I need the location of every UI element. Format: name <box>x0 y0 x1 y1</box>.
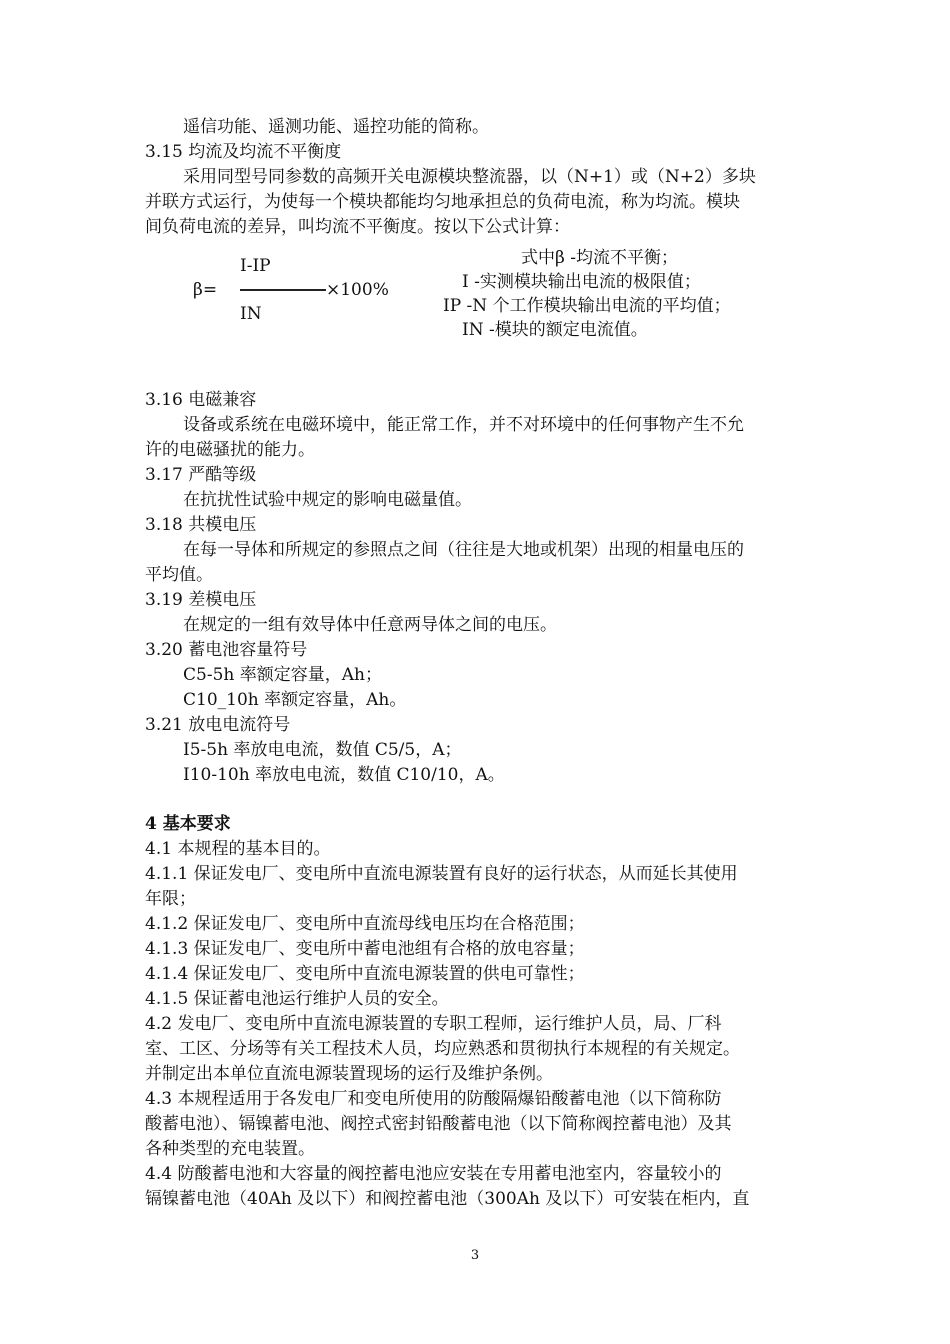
text-line: 遥信功能、遥测功能、遥控功能的简称。 <box>183 117 489 137</box>
formula-numerator: I-IP <box>240 256 271 276</box>
text-line: 许的电磁骚扰的能力。 <box>145 440 315 460</box>
text-line: 镉镍蓄电池（40Ah 及以下）和阀控蓄电池（300Ah 及以下）可安装在柜内，直 <box>145 1189 750 1209</box>
text-line: 并联方式运行，为使每一个模块都能均匀地承担总的负荷电流，称为均流。模块 <box>145 192 740 212</box>
text-line: 4.1.4 保证发电厂、变电所中直流电源装置的供电可靠性； <box>145 964 585 984</box>
text-line: I5-5h 率放电电流，数值 C5/5，A； <box>183 740 462 760</box>
fraction-bar <box>240 289 326 291</box>
text-line: 平均值。 <box>145 565 213 585</box>
text-line: 4.3 本规程适用于各发电厂和变电所使用的防酸隔爆铅酸蓄电池（以下简称防 <box>145 1089 722 1109</box>
formula-where-4: IN -模块的额定电流值。 <box>462 320 648 340</box>
section-heading-3-20: 3.20 蓄电池容量符号 <box>145 640 308 660</box>
formula-where-1: 式中β -均流不平衡； <box>521 248 678 268</box>
text-line: 在每一导体和所规定的参照点之间（往往是大地或机架）出现的相量电压的 <box>183 540 744 560</box>
text-line: C10_10h 率额定容量，Ah。 <box>183 690 407 710</box>
text-line: 酸蓄电池）、镉镍蓄电池、阀控式密封铅酸蓄电池（以下简称阀控蓄电池）及其 <box>145 1114 732 1134</box>
page-number: 3 <box>470 1248 480 1263</box>
formula-factor: ×100% <box>326 280 389 300</box>
formula-where-2: I -实测模块输出电流的极限值； <box>462 272 701 292</box>
text-line: 4.1.3 保证发电厂、变电所中蓄电池组有合格的放电容量； <box>145 939 585 959</box>
section-heading-3-16: 3.16 电磁兼容 <box>145 390 257 410</box>
formula-where-3: IP -N 个工作模块输出电流的平均值； <box>443 296 731 316</box>
text-line: 4.1 本规程的基本目的。 <box>145 839 331 859</box>
text-line: 并制定出本单位直流电源装置现场的运行及维护条例。 <box>145 1064 553 1084</box>
text-line: 4.1.5 保证蓄电池运行维护人员的安全。 <box>145 989 449 1009</box>
text-line: 年限； <box>145 889 196 909</box>
text-line: 在抗扰性试验中规定的影响电磁量值。 <box>183 490 472 510</box>
chapter-heading-4: 4 基本要求 <box>145 814 231 834</box>
text-line: 4.1.2 保证发电厂、变电所中直流母线电压均在合格范围； <box>145 914 585 934</box>
text-line: 设备或系统在电磁环境中，能正常工作，并不对环境中的任何事物产生不允 <box>183 415 744 435</box>
text-line: 4.4 防酸蓄电池和大容量的阀控蓄电池应安装在专用蓄电池室内，容量较小的 <box>145 1164 722 1184</box>
section-heading-3-15: 3.15 均流及均流不平衡度 <box>145 142 342 162</box>
section-heading-3-17: 3.17 严酷等级 <box>145 465 257 485</box>
formula-denominator: IN <box>240 304 262 324</box>
formula-lhs: β= <box>193 280 218 300</box>
section-heading-3-21: 3.21 放电电流符号 <box>145 715 291 735</box>
text-line: 4.1.1 保证发电厂、变电所中直流电源装置有良好的运行状态，从而延长其使用 <box>145 864 738 884</box>
section-heading-3-18: 3.18 共模电压 <box>145 515 257 535</box>
text-line: C5-5h 率额定容量，Ah； <box>183 665 382 685</box>
text-line: 采用同型号同参数的高频开关电源模块整流器，以（N+1）或（N+2）多块 <box>183 167 756 187</box>
text-line: 在规定的一组有效导体中任意两导体之间的电压。 <box>183 615 557 635</box>
text-line: I10-10h 率放电电流，数值 C10/10，A。 <box>183 765 505 785</box>
text-line: 间负荷电流的差异，叫均流不平衡度。按以下公式计算： <box>145 217 570 237</box>
text-line: 4.2 发电厂、变电所中直流电源装置的专职工程师，运行维护人员，局、厂科 <box>145 1014 722 1034</box>
section-heading-3-19: 3.19 差模电压 <box>145 590 257 610</box>
text-line: 各种类型的充电装置。 <box>145 1139 315 1159</box>
text-line: 室、工区、分场等有关工程技术人员，均应熟悉和贯彻执行本规程的有关规定。 <box>145 1039 740 1059</box>
